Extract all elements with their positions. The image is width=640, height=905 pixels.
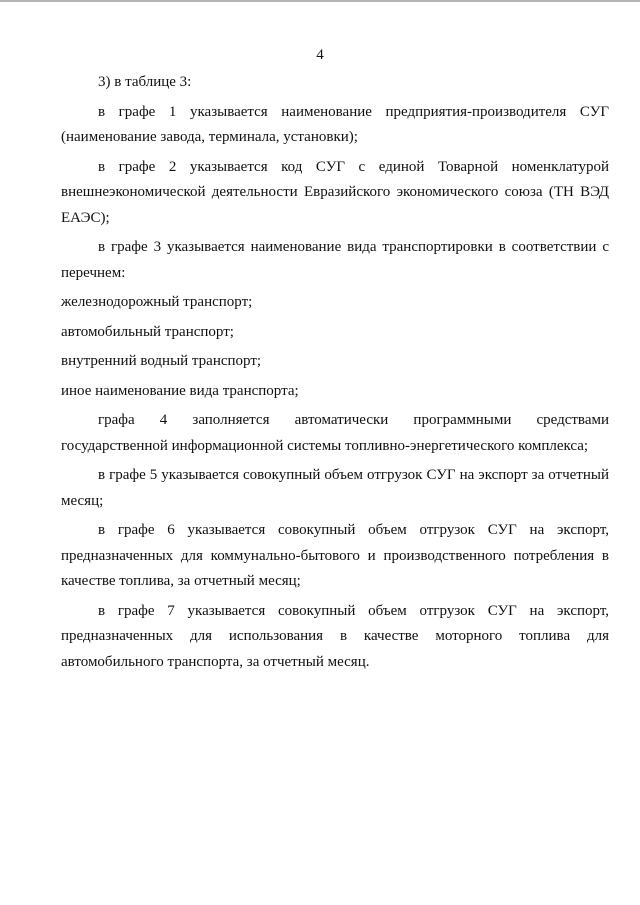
paragraph-column-2: в графе 2 указывается код СУГ с единой Товарной номенклатурой внешнеэкономической деятельности Евразийского экономического союза (ТН ВЭД ЕАЭС); xyxy=(61,158,609,226)
list-item-transport: иное наименование вида транспорта; xyxy=(61,382,299,399)
paragraph-column-7: в графе 7 указывается совокупный объем отгрузок СУГ на экспорт, предназначенных для использования в качестве моторного топлива для автомобильного транспорта, за отчетный месяц. xyxy=(61,602,609,670)
list-item-transport: железнодорожный транспорт; xyxy=(61,294,253,310)
paragraph-column-4: графа 4 заполняется автоматически программными средствами государственной информационной системы топливно-энергетического комплекса; xyxy=(61,412,609,454)
document-body xyxy=(61,70,609,675)
paragraph-column-3: в графе 3 указывается наименование вида транспортировки в соответствии с перечнем: xyxy=(61,239,609,281)
paragraph-column-5: в графе 5 указывается совокупный объем отгрузок СУГ на экспорт за отчетный месяц; xyxy=(61,467,609,509)
paragraph-column-6: в графе 6 указывается совокупный объем отгрузок СУГ на экспорт, предназначенных для коммунально-бытового и производственного потребления в качестве топлива, за отчетный месяц; xyxy=(61,522,609,589)
list-item-transport: автомобильный транспорт; xyxy=(61,323,234,340)
page-number: 4 xyxy=(316,47,324,63)
top-border-line xyxy=(0,0,640,2)
paragraph-column-1: в графе 1 указывается наименование предприятия-производителя СУГ (наименование завода, терминала, установки); xyxy=(61,103,609,145)
list-item-transport: внутренний водный транспорт; xyxy=(61,353,262,369)
section-intro: 3) в таблице 3: xyxy=(98,74,192,90)
